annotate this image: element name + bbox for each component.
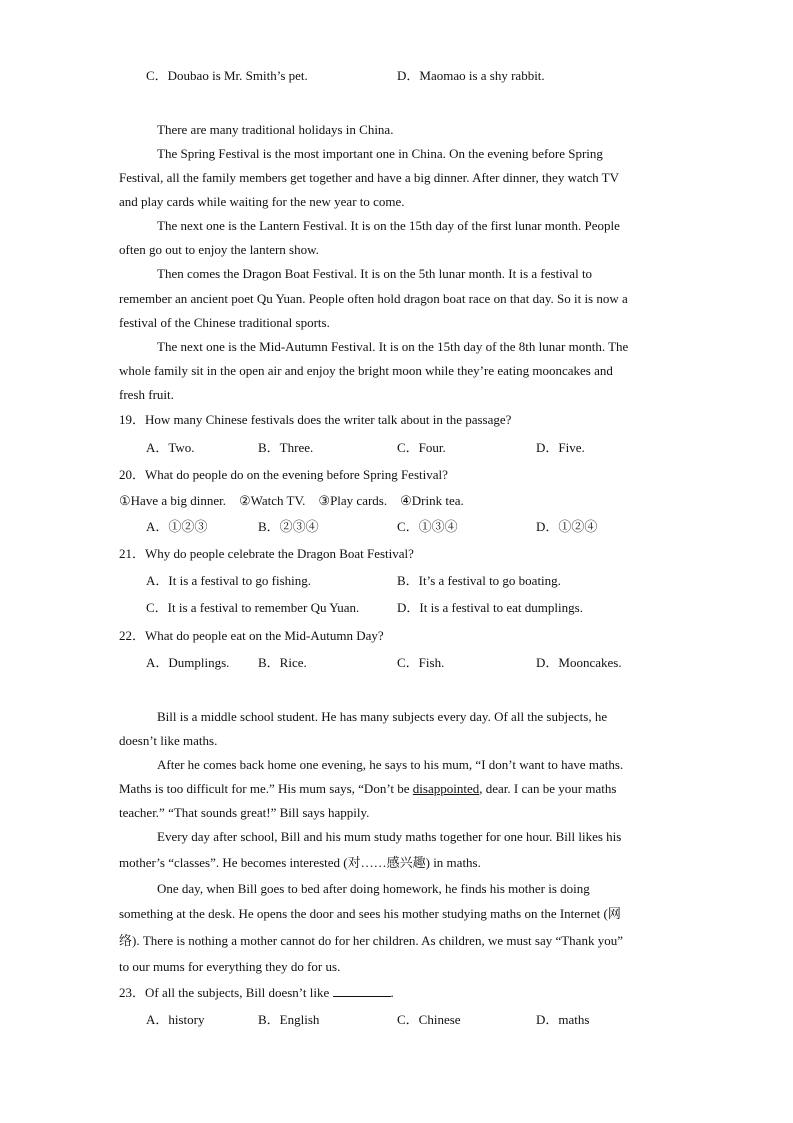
q20-option-d: D．①②④	[536, 519, 598, 534]
question-19-stem: 19．How many Chinese festivals does the writer talk about in the passage?	[119, 412, 512, 427]
q22-option-b: B．Rice.	[258, 655, 307, 670]
passage2-line: something at the desk. He opens the door and sees his mother studying maths on the Internet (网	[119, 906, 621, 921]
passage1-line: whole family sit in the open air and enjoy the bright moon while they’re eating mooncakes and	[119, 363, 613, 378]
passage2-text: Maths is too difficult for me.” His mum says, “Don’t be	[119, 781, 413, 796]
passage2-line: 络). There is nothing a mother cannot do for her children. As children, we must say “Thank you”	[119, 933, 623, 948]
question-21-stem: 21．Why do people celebrate the Dragon Boat Festival?	[119, 546, 414, 561]
passage2-line: Bill is a middle school student. He has many subjects every day. Of all the subjects, he	[157, 709, 608, 724]
q22-option-d: D．Mooncakes.	[536, 655, 622, 670]
passage1-line: The Spring Festival is the most important one in China. On the evening before Spring	[157, 146, 603, 161]
passage2-line: After he comes back home one evening, he says to his mum, “I don’t want to have maths.	[157, 757, 624, 772]
passage2-line: One day, when Bill goes to bed after doing homework, he finds his mother is doing	[157, 881, 590, 896]
q23-option-d: D．maths	[536, 1012, 590, 1027]
passage1-line: There are many traditional holidays in China.	[157, 122, 394, 137]
passage2-line: Every day after school, Bill and his mum study maths together for one hour. Bill likes his	[157, 829, 622, 844]
passage2-line: teacher.” “That sounds great!” Bill says happily.	[119, 805, 370, 820]
passage1-line: The next one is the Mid-Autumn Festival. It is on the 15th day of the 8th lunar month. The	[157, 339, 629, 354]
q21-option-d: D．It is a festival to eat dumplings.	[397, 600, 583, 615]
q21-option-c: C．It is a festival to remember Qu Yuan.	[146, 600, 360, 615]
question-22-stem: 22．What do people eat on the Mid-Autumn Day?	[119, 628, 384, 643]
passage2-line: to our mums for everything they do for us.	[119, 959, 341, 974]
question-23-end: .	[390, 985, 394, 1000]
q19-option-b: B．Three.	[258, 440, 314, 455]
passage1-line: Festival, all the family members get together and have a big dinner. After dinner, they watch TV	[119, 170, 619, 185]
passage1-line: Then comes the Dragon Boat Festival. It is on the 5th lunar month. It is a festival to	[157, 266, 593, 281]
q22-option-a: A．Dumplings.	[146, 655, 230, 670]
question-23-stem	[119, 984, 394, 1002]
q20-option-a: A．①②③	[146, 519, 208, 534]
passage2-text: , dear. I can be your maths	[479, 781, 617, 796]
question-23-text: 23．Of all the subjects, Bill doesn’t like	[119, 985, 330, 1000]
passage1-line: festival of the Chinese traditional sports.	[119, 315, 330, 330]
q23-option-b: B．English	[258, 1012, 320, 1027]
passage2-line	[119, 780, 616, 798]
q19-option-d: D．Five.	[536, 440, 585, 455]
q19-option-a: A．Two.	[146, 440, 195, 455]
q23-option-c: C．Chinese	[397, 1012, 461, 1027]
q22-option-c: C．Fish.	[397, 655, 445, 670]
passage2-line: mother’s “classes”. He becomes interested (对……感兴趣) in maths.	[119, 855, 481, 870]
question-20-stem: 20．What do people do on the evening before Spring Festival?	[119, 467, 448, 482]
passage2-line: doesn’t like maths.	[119, 733, 218, 748]
q23-option-a: A．history	[146, 1012, 205, 1027]
passage1-line: and play cards while waiting for the new year to come.	[119, 194, 405, 209]
passage1-line: The next one is the Lantern Festival. It is on the 15th day of the first lunar month. People	[157, 218, 620, 233]
question-20-items: ①Have a big dinner. ②Watch TV. ③Play cards. ④Drink tea.	[119, 493, 464, 508]
q21-option-b: B．It’s a festival to go boating.	[397, 573, 561, 588]
passage1-line: fresh fruit.	[119, 387, 174, 402]
option-c: C．Doubao is Mr. Smith’s pet.	[146, 68, 308, 83]
underlined-word: disappointed	[412, 781, 480, 796]
q20-option-b: B．②③④	[258, 519, 319, 534]
q21-option-a: A．It is a festival to go fishing.	[146, 573, 312, 588]
passage1-line: often go out to enjoy the lantern show.	[119, 242, 319, 257]
q20-option-c: C．①③④	[397, 519, 458, 534]
passage1-line: remember an ancient poet Qu Yuan. People often hold dragon boat race on that day. So it is now a	[119, 291, 628, 306]
q19-option-c: C．Four.	[397, 440, 446, 455]
answer-blank	[333, 984, 391, 997]
option-d: D．Maomao is a shy rabbit.	[397, 68, 545, 83]
